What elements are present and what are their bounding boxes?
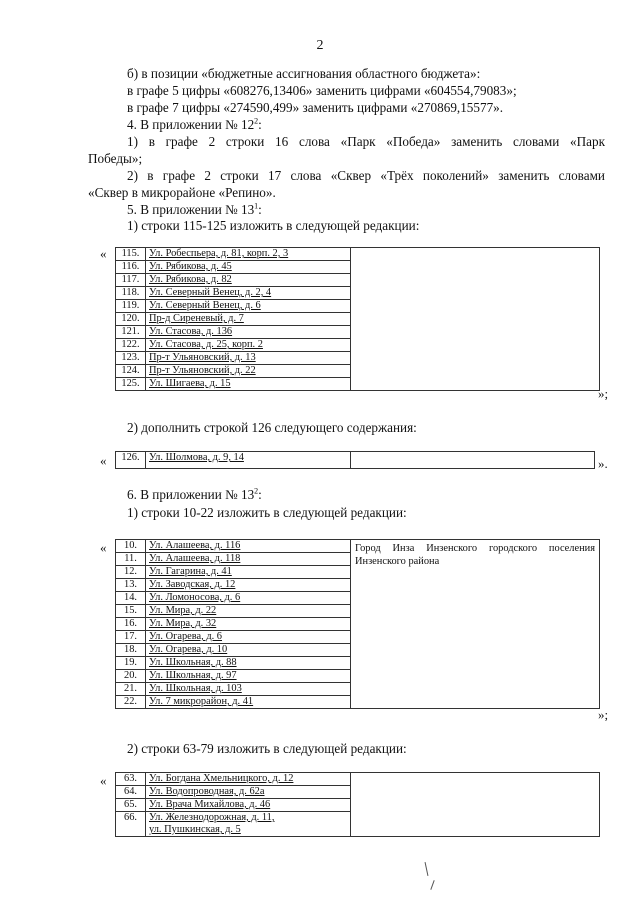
table-row (116, 540, 600, 553)
row-address: Ул. Школьная, д. 103 (146, 683, 351, 696)
item-4-text: 4. В приложении № 12 (127, 117, 255, 132)
close-quote-1: »; (598, 386, 609, 401)
row-settlement (351, 452, 595, 469)
row-address: Ул. Огарева, д. 6 (146, 631, 351, 644)
row-address-continuation: ул. Пушкинская, д. 5 (149, 824, 241, 835)
item-6-text: 6. В приложении № 13 (127, 487, 255, 502)
row-number: 13. (116, 579, 146, 592)
row-address: Ул. Ломоносова, д. 6 (146, 592, 351, 605)
row-address: Ул. Водопроводная, д. 62а (146, 786, 351, 799)
row-address: Пр-т Ульяновский, д. 13 (146, 352, 351, 365)
page-number: 2 (316, 38, 324, 53)
row-number: 124. (116, 365, 146, 378)
item-4-colon: : (258, 117, 262, 132)
row-address: Ул. Рябикова, д. 82 (146, 274, 351, 287)
paragraph-b-col7: в графе 7 цифры «274590,499» заменить цифрами «270869,15577». (127, 100, 504, 115)
row-address: Пр-т Ульяновский, д. 22 (146, 365, 351, 378)
open-quote-1: « (100, 246, 107, 261)
table-rows-10-22 (115, 539, 600, 709)
item-4-sup: 2 (254, 116, 259, 126)
item-4-heading (127, 117, 262, 133)
item-5-heading (127, 202, 262, 218)
row-number: 126. (116, 452, 146, 469)
row-number: 64. (116, 786, 146, 799)
table-row (116, 248, 600, 261)
row-number: 119. (116, 300, 146, 313)
item-6-sub-2: 2) строки 63-79 изложить в следующей редакции: (127, 741, 407, 756)
row-address: Пр-д Сиреневый, д. 7 (146, 313, 351, 326)
scan-mark (430, 880, 434, 890)
table-rows-63-79 (115, 772, 600, 837)
row-address: Ул. Школьная, д. 88 (146, 657, 351, 670)
row-number: 122. (116, 339, 146, 352)
open-quote-2: « (100, 453, 107, 468)
row-settlement (351, 248, 600, 391)
row-number: 117. (116, 274, 146, 287)
row-address: Ул. Робеспьера, д. 81, корп. 2, 3 (146, 248, 351, 261)
item-5-colon: : (258, 202, 262, 217)
table-row (116, 452, 595, 469)
row-number: 120. (116, 313, 146, 326)
row-number: 15. (116, 605, 146, 618)
row-address: Ул. Шолмова, д. 9, 14 (146, 452, 351, 469)
row-address: Ул. Гагарина, д. 41 (146, 566, 351, 579)
row-address: Ул. Северный Венец, д. 2, 4 (146, 287, 351, 300)
row-address: Ул. 7 микрорайон, д. 41 (146, 696, 351, 709)
row-address: Ул. Огарева, д. 10 (146, 644, 351, 657)
row-number: 123. (116, 352, 146, 365)
open-quote-4: « (100, 773, 107, 788)
paragraph-b: б) в позиции «бюджетные ассигнования областного бюджета»: (127, 66, 481, 81)
row-address: Ул. Шигаева, д. 15 (146, 378, 351, 391)
paragraph-b-col5: в графе 5 цифры «608276,13406» заменить цифрами «604554,79083»; (127, 83, 517, 98)
row-address: Ул. Северный Венец, д. 6 (146, 300, 351, 313)
row-number: 65. (116, 799, 146, 812)
row-address: Ул. Железнодорожная, д. 11, ул. Пушкинская, д. 5 (146, 812, 351, 837)
item-5-sub-2: 2) дополнить строкой 126 следующего содержания: (127, 420, 417, 435)
item-4-sub-2-line-2: «Сквер в микрорайоне «Репино». (88, 185, 276, 200)
scan-mark (425, 862, 429, 876)
row-number: 11. (116, 553, 146, 566)
row-number: 118. (116, 287, 146, 300)
row-settlement: Город Инза Инзенского городского поселения Инзенского района (351, 540, 600, 709)
item-5-text: 5. В приложении № 13 (127, 202, 255, 217)
row-number: 22. (116, 696, 146, 709)
row-address: Ул. Стасова, д. 136 (146, 326, 351, 339)
item-6-sub-1: 1) строки 10-22 изложить в следующей редакции: (127, 505, 407, 520)
table-rows-115-125 (115, 247, 600, 391)
item-6-sup: 2 (254, 486, 259, 496)
item-5-sup: 1 (254, 201, 259, 211)
row-address: Ул. Заводская, д. 12 (146, 579, 351, 592)
row-address: Ул. Мира, д. 32 (146, 618, 351, 631)
row-number: 21. (116, 683, 146, 696)
row-address: Ул. Врача Михайлова, д. 46 (146, 799, 351, 812)
item-4-sub-1-line-1: 1) в графе 2 строки 16 слова «Парк «Победа» заменить словами «Парк (127, 134, 605, 149)
row-address: Ул. Школьная, д. 97 (146, 670, 351, 683)
row-number: 125. (116, 378, 146, 391)
item-4-sub-2-line-1: 2) в графе 2 строки 17 слова «Сквер «Трёх поколений» заменить словами (127, 168, 605, 183)
table-row (116, 773, 600, 786)
close-quote-2: ». (598, 456, 608, 471)
row-address: Ул. Алашеева, д. 116 (146, 540, 351, 553)
row-number: 19. (116, 657, 146, 670)
row-number: 10. (116, 540, 146, 553)
row-number: 116. (116, 261, 146, 274)
row-number: 18. (116, 644, 146, 657)
item-5-sub-1: 1) строки 115-125 изложить в следующей редакции: (127, 218, 420, 233)
row-number: 66. (116, 812, 146, 837)
row-number: 17. (116, 631, 146, 644)
row-number: 63. (116, 773, 146, 786)
table-row-126 (115, 451, 595, 469)
open-quote-3: « (100, 540, 107, 555)
row-address: Ул. Богдана Хмельницкого, д. 12 (146, 773, 351, 786)
item-6-colon: : (258, 487, 262, 502)
row-number: 20. (116, 670, 146, 683)
row-number: 12. (116, 566, 146, 579)
row-number: 14. (116, 592, 146, 605)
row-number: 121. (116, 326, 146, 339)
close-quote-3: »; (598, 707, 609, 722)
row-number: 16. (116, 618, 146, 631)
row-number: 115. (116, 248, 146, 261)
row-address: Ул. Рябикова, д. 45 (146, 261, 351, 274)
item-4-sub-1-line-2: Победы»; (88, 151, 143, 166)
row-address: Ул. Стасова, д. 25, корп. 2 (146, 339, 351, 352)
item-6-heading (127, 487, 262, 503)
row-address: Ул. Алашеева, д. 118 (146, 553, 351, 566)
row-settlement (351, 773, 600, 837)
row-address: Ул. Мира, д. 22 (146, 605, 351, 618)
